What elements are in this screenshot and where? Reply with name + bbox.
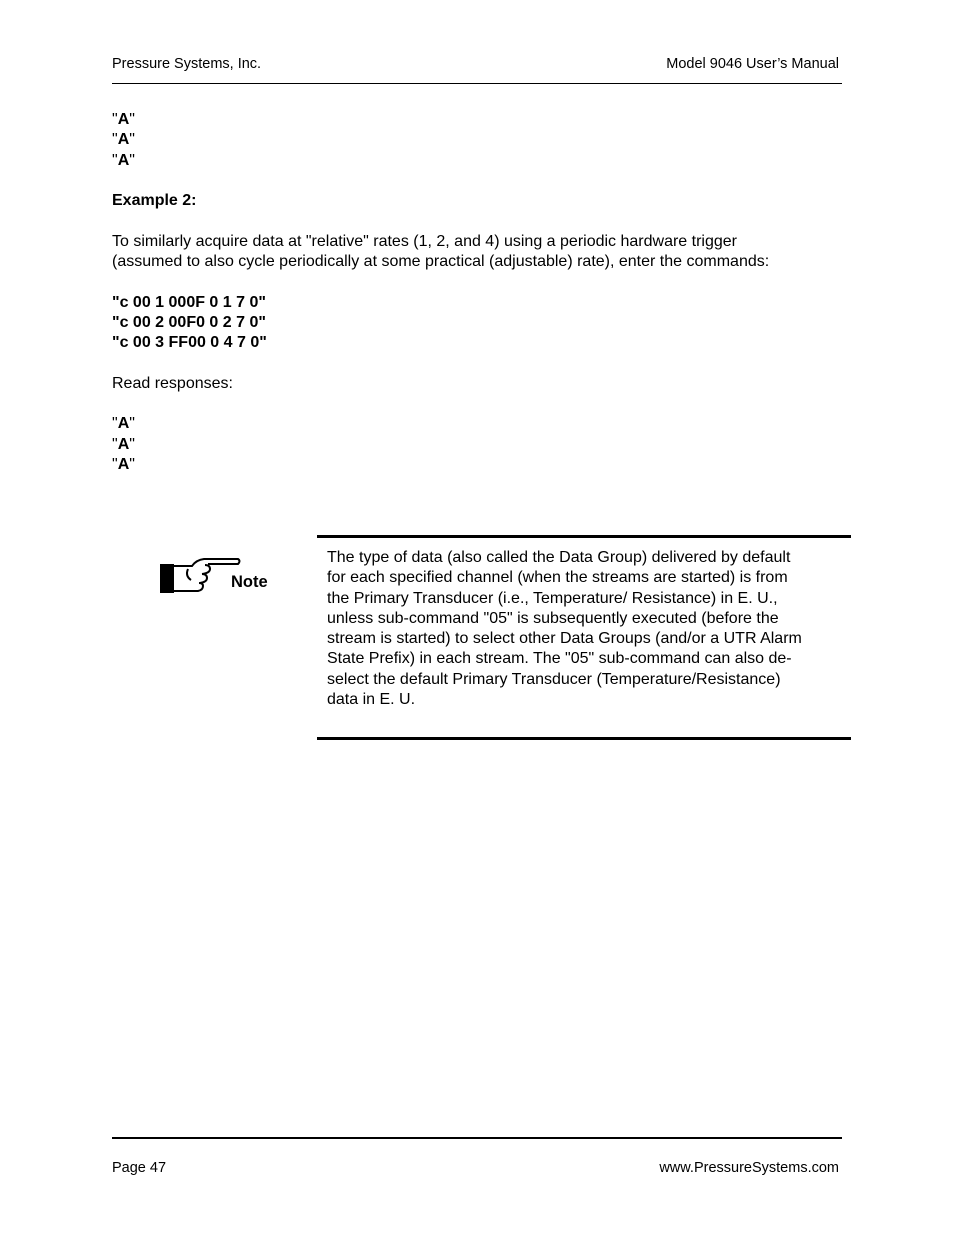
command-line: "c 00 1 000F 0 1 7 0" <box>112 293 266 311</box>
footer-page-number: Page 47 <box>112 1160 167 1176</box>
command-line: "c 00 3 FF00 0 4 7 0" <box>112 334 267 352</box>
header-company: Pressure Systems, Inc. <box>112 56 262 72</box>
note-line: data in E. U. <box>327 691 416 709</box>
footer-rule <box>112 1137 842 1139</box>
intro-line-1: To similarly acquire data at "relative" rates (1, 2, and 4) using a periodic hardware trigger <box>112 232 737 250</box>
note-rule-top <box>317 535 851 538</box>
note-text <box>327 548 847 710</box>
note-label: Note <box>231 573 268 591</box>
response-line: "A" <box>112 131 135 149</box>
note-line: The type of data (also called the Data Group) delivered by default <box>327 549 791 566</box>
command-line: "c 00 2 00F0 0 2 7 0" <box>112 313 266 331</box>
page-content <box>112 110 842 475</box>
header-manual-title: Model 9046 User’s Manual <box>666 56 839 72</box>
header-rule <box>112 83 842 84</box>
intro-line-2: (assumed to also cycle periodically at some practical (adjustable) rate), enter the commands: <box>112 253 770 271</box>
footer-website: www.PressureSystems.com <box>659 1160 839 1176</box>
response-line: "A" <box>112 456 135 474</box>
note-line: State Prefix) in each stream. The "05" sub-command can also de- <box>327 650 792 668</box>
note-line: unless sub-command "05" is subsequently executed (before the <box>327 609 779 627</box>
pointing-hand-icon <box>158 556 242 596</box>
response-list-top <box>112 110 842 171</box>
note-line: select the default Primary Transducer (Temperature/Resistance) <box>327 670 781 688</box>
example-heading: Example 2: <box>112 192 197 210</box>
response-line: "A" <box>112 435 135 453</box>
note-rule-bottom <box>317 737 851 740</box>
read-responses-label: Read responses: <box>112 374 233 392</box>
response-line: "A" <box>112 415 135 433</box>
note-line: the Primary Transducer (i.e., Temperature/ Resistance) in E. U., <box>327 589 778 607</box>
response-list <box>112 414 842 475</box>
response-line: "A" <box>112 111 135 128</box>
response-line: "A" <box>112 151 135 169</box>
note-line: stream is started) to select other Data Groups (and/or a UTR Alarm <box>327 630 802 648</box>
note-line: for each specified channel (when the streams are started) is from <box>327 569 788 587</box>
command-list <box>112 293 842 354</box>
